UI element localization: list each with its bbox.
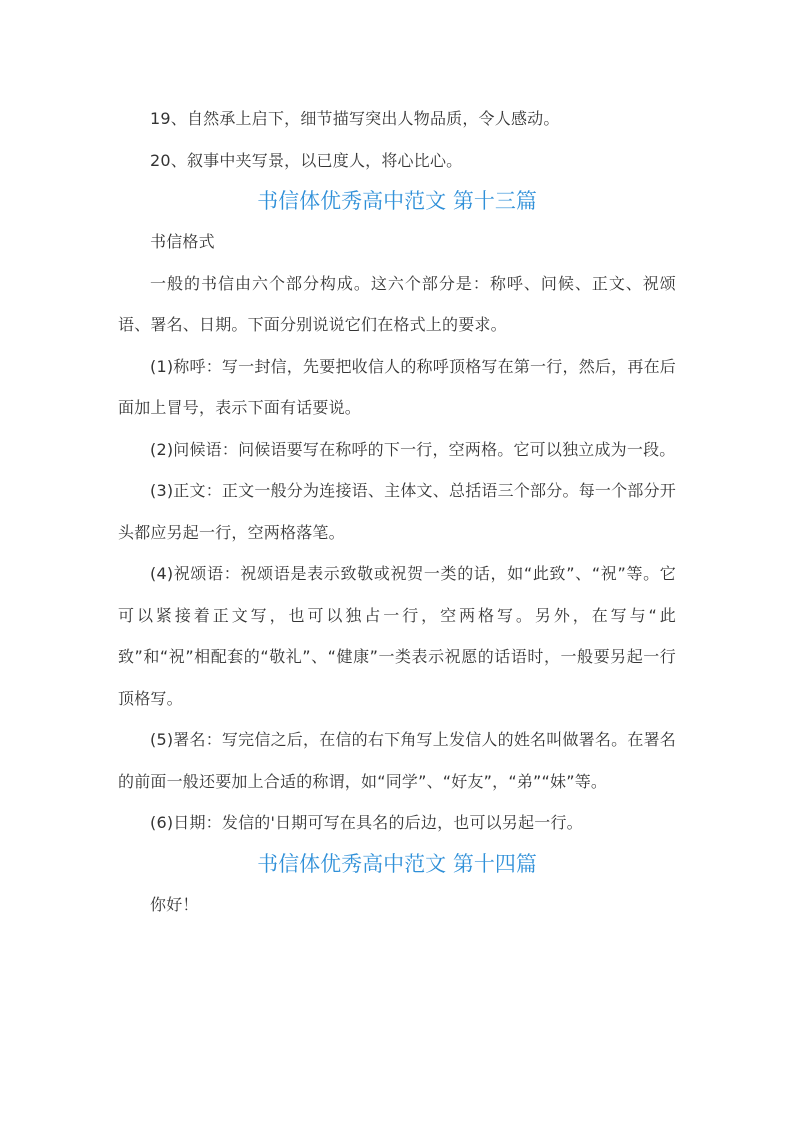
paragraph-closing-wishes: (4)祝颂语：祝颂语是表示致敬或祝贺一类的话，如“此致”、“祝”等。它可以紧接着正文写，也可以独占一行，空两格写。另外，在写与“此致”和“祝”相配套的“敬礼”、“健康”一类表示祝愿的话语时，一般要另起一行顶格写。 [118,564,676,708]
paragraph-letter-parts: 一般的书信由六个部分构成。这六个部分是：称呼、问候、正文、祝颂语、署名、日期。下面分别说说它们在格式上的要求。 [118,273,676,334]
paragraph-body-text: (3)正文：正文一般分为连接语、主体文、总括语三个部分。每一个部分开头都应另起一行，空两格落笔。 [118,481,676,542]
section-heading-14: 书信体优秀高中范文 第十四篇 [257,851,537,876]
section-heading-13: 书信体优秀高中范文 第十三篇 [257,189,537,213]
paragraph-greeting: (2)问候语：问候语要写在称呼的下一行，空两格。它可以独立成为一段。 [150,439,676,459]
document-body [118,98,676,925]
paragraph-date: (6)日期：发信的'日期可写在具名的后边，也可以另起一行。 [150,813,583,832]
paragraph-20: 20、叙事中夹写景，以已度人，将心比心。 [150,150,463,170]
paragraph-hello: 你好！ [150,894,199,914]
paragraph-salutation: (1)称呼：写一封信，先要把收信人的称呼顶格写在第一行，然后，再在后面加上冒号，表示下面有话要说。 [118,356,676,417]
paragraph-19: 19、自然承上启下，细节描写突出人物品质，令人感动。 [150,109,560,128]
paragraph-letter-format-title: 书信格式 [150,232,215,251]
paragraph-signature: (5)署名：写完信之后，在信的右下角写上发信人的姓名叫做署名。在署名的前面一般还要加上合适的称谓，如“同学”、“好友”，“弟”“妹”等。 [118,730,676,791]
